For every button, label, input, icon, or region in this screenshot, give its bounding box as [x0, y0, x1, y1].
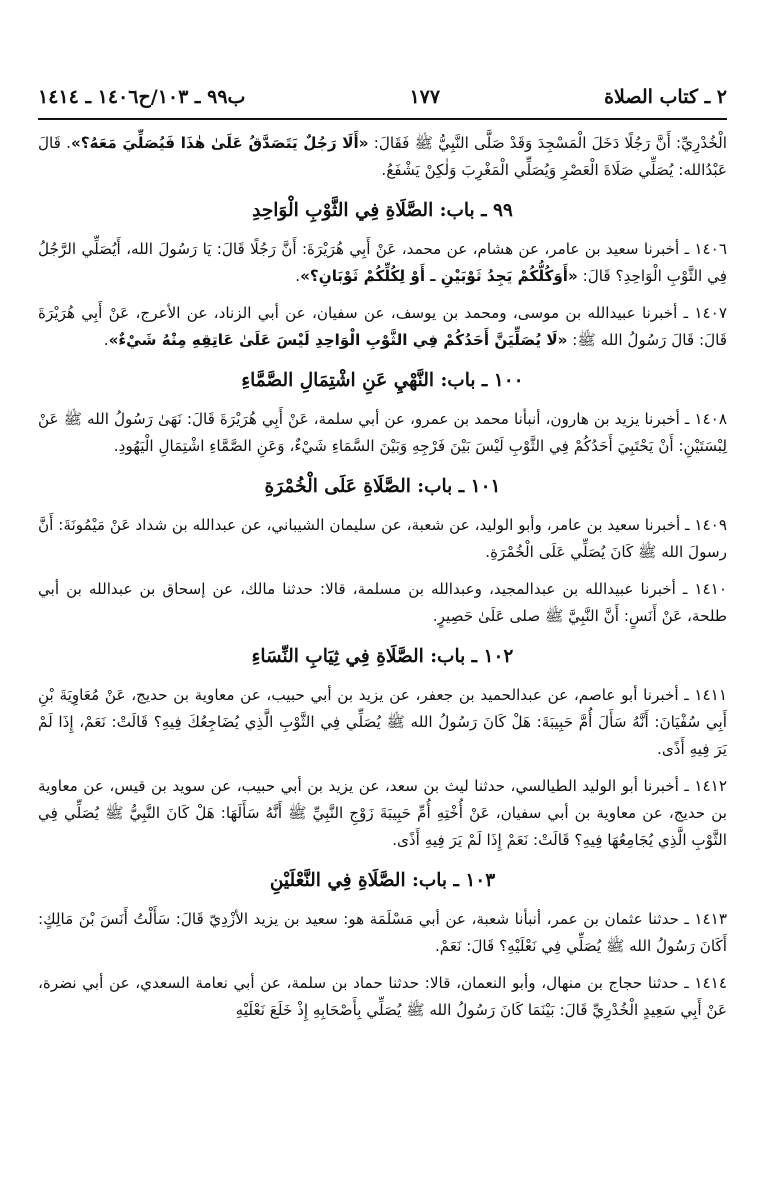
hadith-paragraph	[38, 682, 727, 763]
text-run: ١٤١١ ـ أخبرنا أبو عاصم، عن عبدالحميد بن جعفر، عن يزيد بن أبي حبيب، عن معاوية بن حديج، عَنْ مُعَاوِيَةَ بْنِ أَبِي سُفْيَانَ: أَنَّهُ سَأَلَ أُمَّ حَبِيبَةَ: هَلْ كَانَ رَسُولُ الله ﷺ يُصَلِّي فِي الثَّوْبِ الَّذِي يُضَاجِعُكَ فِيهِ؟ قَالَتْ: نَعَمْ، إِذَا لَمْ يَرَ فِيهِ أَذًى.	[38, 686, 727, 758]
header-rule	[38, 118, 727, 120]
hadith-paragraph	[38, 236, 727, 290]
page-number: ١٧٧	[409, 86, 441, 108]
prophetic-quote: «أَلَا رَجُلٌ يَتَصَدَّقُ عَلَىٰ هٰذَا فَيُصَلِّيَ مَعَهُ؟»	[70, 134, 369, 152]
hadith-paragraph	[38, 300, 727, 354]
hadith-paragraph	[38, 773, 727, 854]
chapter-heading: ٩٩ ـ باب: الصَّلَاةِ فِي الثَّوْبِ الْوَاحِدِ	[252, 200, 513, 221]
hadith-paragraph	[38, 512, 727, 566]
hadith-paragraph	[38, 406, 727, 460]
text-run: ١٤٠٨ ـ أخبرنا يزيد بن هارون، أنبأنا محمد بن عمرو، عن أبي سلمة، عَنْ أَبِي هُرَيْرَةَ قَالَ: نَهَىٰ رَسُولُ الله ﷺ عَنْ لِبْسَتَيْنِ: أَنْ يَحْتَبِيَ أَحَدُكُمْ فِي الثَّوْبِ لَيْسَ بَيْنَ فَرْجِهِ وَبَيْنَ السَّمَاءِ شَيْءٌ، وَعَنِ الصَّمَّاءِ اشْتِمَالِ الْيَهُودِ.	[38, 410, 727, 455]
hadith-paragraph	[38, 970, 727, 1024]
chapter-heading: ١٠٢ ـ باب: الصَّلَاةِ فِي ثِيَابِ النِّسَاءِ	[251, 646, 514, 667]
hadith-paragraph	[38, 906, 727, 960]
chapter-title: ٢ ـ كتاب الصلاة	[604, 86, 727, 108]
text-run: .	[103, 331, 109, 349]
text-run: .	[295, 267, 301, 285]
text-run: الْخُدْرِيِّ: أَنَّ رَجُلًا دَخَلَ الْمَسْجِدَ وَقَدْ صَلَّى النَّبِيُّ ﷺ فَقَالَ:	[368, 134, 727, 152]
text-run: . قَالَ عَبْدُالله: يُصَلِّي صَلَاةَ الْعَصْرِ وَيُصَلِّي الْمَغْرِبَ وَلٰكِنْ يَشْفَعُ.	[38, 134, 727, 179]
text-run: ١٤١٤ ـ حدثنا حجاج بن منهال، وأبو النعمان، قالا: حدثنا حماد بن سلمة، عن أبي نعامة السعدي، عن أبي نضرة، عَنْ أَبِي سَعِيدٍ الْخُدْرِيِّ قَالَ: بَيْنَمَا كَانَ رَسُولُ الله ﷺ يُصَلِّي بِأَصْحَابِهِ إِذْ خَلَعَ نَعْلَيْهِ	[38, 974, 727, 1019]
text-run: ١٤١٣ ـ حدثنا عثمان بن عمر، أنبأنا شعبة، عن أبي مَسْلَمَة هو: سعيد بن يزيد الأزْدِيّ قَالَ: سَأَلْتُ أَنَسَ بْنَ مَالِكٍ: أَكَانَ رَسُولُ الله ﷺ يُصَلِّي فِي نَعْلَيْهِ؟ قَالَ: نَعَمْ.	[38, 910, 727, 955]
chapter-heading: ١٠٣ ـ باب: الصَّلَاةِ فِي النَّعْلَيْنِ	[269, 870, 496, 891]
prophetic-quote: «أَوَكُلُّكُمْ يَجِدُ ثَوْبَيْنِ ـ أَوْ لِكُلِّكُمْ ثَوْبَانِ؟»	[300, 267, 578, 285]
text-run: ١٤١٢ ـ أخبرنا أبو الوليد الطيالسي، حدثنا ليث بن سعد، عن يزيد بن أبي حبيب، عن سويد بن قيس، عن معاوية بن حديج، عن معاوية بن أبي سفيان، عَنْ أُخْتِهِ أُمِّ حَبِيبَةَ زَوْجِ النَّبِيِّ ﷺ أَنَّهُ سَأَلَهَا: هَلْ كَانَ النَّبِيُّ ﷺ يُصَلِّي فِي الثَّوْبِ الَّذِي يُجَامِعُهَا فِيهِ؟ قَالَتْ: نَعَمْ إِذَا لَمْ يَرَ فِيهِ أَذًى.	[38, 777, 727, 849]
chapter-heading: ١٠٠ ـ باب: النَّهْيِ عَنِ اشْتِمَالِ الصَّمَّاءِ	[241, 370, 524, 391]
hadith-paragraph	[38, 576, 727, 630]
prophetic-quote: «لَا يُصَلِّيَنَّ أَحَدُكُمْ فِي الثَّوْبِ الْوَاحِدِ لَيْسَ عَلَىٰ عَاتِقِهِ مِنْهُ شَيْءٌ»	[108, 331, 568, 349]
text-run: ١٤١٠ ـ أخبرنا عبيدالله بن عبدالمجيد، وعبدالله بن مسلمة، قالا: حدثنا مالك، عن إسحاق بن عبدالله بن أبي طلحة، عَنْ أَنَسٍ: أَنَّ النَّبِيَّ ﷺ صلى عَلَىٰ حَصِيرٍ.	[38, 580, 727, 625]
text-run: ١٤٠٦ ـ أخبرنا سعيد بن عامر، عن هشام، عن محمد، عَنْ أَبِي هُرَيْرَةَ: أَنَّ رَجُلًا قَالَ: يَا رَسُولَ الله، أَيُصَلِّي الرَّجُلُ فِي الثَّوْبِ الْوَاحِدِ؟ قَالَ:	[38, 240, 727, 285]
chapter-heading: ١٠١ ـ باب: الصَّلَاةِ عَلَى الْخُمْرَةِ	[264, 476, 501, 497]
page-header	[38, 78, 727, 116]
book-page	[38, 78, 727, 1185]
text-run: ١٤٠٩ ـ أخبرنا سعيد بن عامر، وأبو الوليد، عن شعبة، عن سليمان الشيباني، عن عبدالله بن شداد عَنْ مَيْمُونَةَ: أَنَّ رسولَ الله ﷺ كَانَ يُصَلِّي عَلَى الْخُمْرَةِ.	[38, 516, 727, 561]
page-content	[38, 130, 727, 1024]
text-run: ١٤٠٧ ـ أخبرنا عبيدالله بن موسى، ومحمد بن يوسف، عن سفيان، عن أبي الزناد، عن الأعرج، عَنْ أَبِي هُرَيْرَةَ قَالَ: قَالَ رَسُولُ الله ﷺ:	[38, 304, 727, 349]
hadith-paragraph	[38, 130, 727, 184]
hadith-range: ب٩٩ ـ ١٠٣/ح١٤٠٦ ـ ١٤١٤	[38, 86, 246, 108]
